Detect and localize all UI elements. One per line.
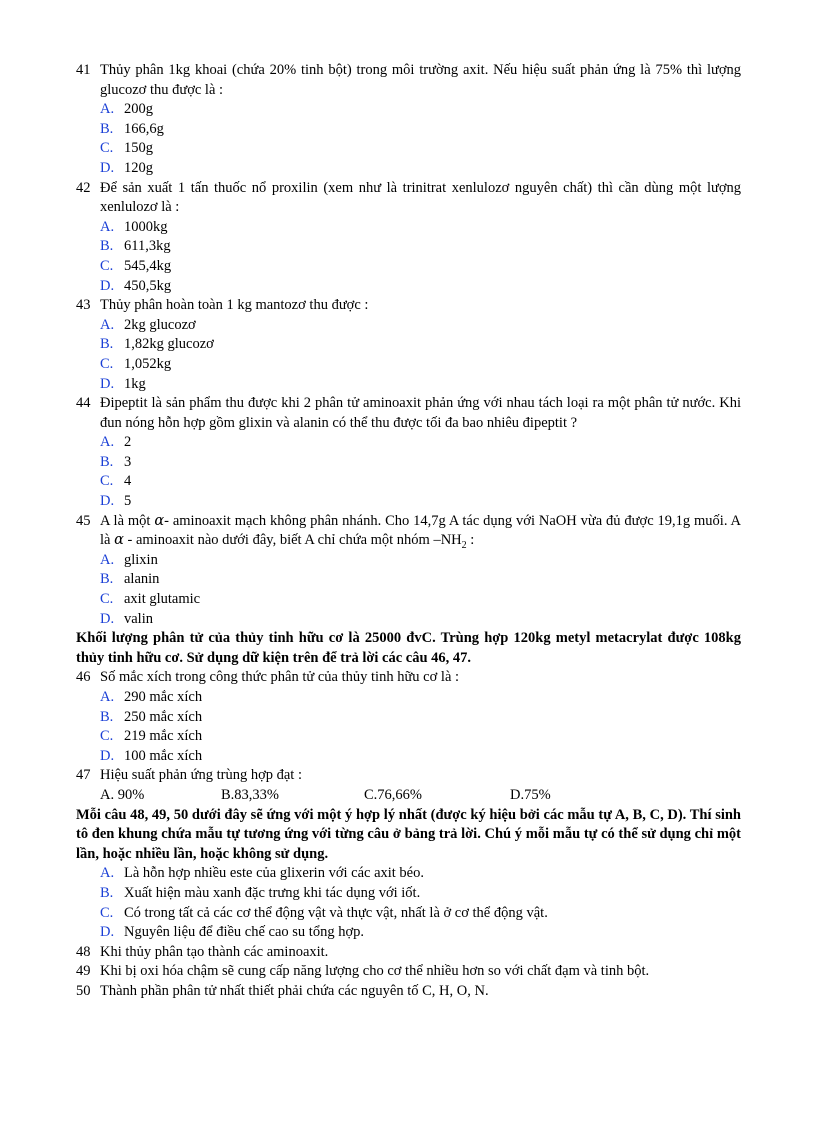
- question-text: Để sản xuất 1 tấn thuốc nổ proxilin (xem như là trinitrat xenlulozơ nguyên chất) thì cần dùng một lượng xenlulozơ là :: [100, 179, 741, 216]
- question-text-part: A là một: [100, 512, 155, 529]
- section-intro-48-50: Mỗi câu 48, 49, 50 dưới đây sẽ ứng với một ý hợp lý nhất (được ký hiệu bởi các mẫu tự A, B, C, D). Thí sinh tô đen khung chứa mẫu tự tương ứng với từng câu ở bảng trả lời. Chú ý mỗi mẫu tự có thể sử dụng chỉ một lần, hoặc nhiều lần, hoặc không sử dụng.: [76, 806, 741, 862]
- question-42: [76, 179, 741, 218]
- question-text: [100, 512, 741, 551]
- question-text: Thành phần phân tử nhất thiết phải chứa các nguyên tố C, H, O, N.: [100, 982, 489, 999]
- option-letter: D.: [100, 493, 115, 510]
- option-letter: B.: [100, 571, 114, 588]
- option-letter: C.: [100, 140, 114, 157]
- option-b: [76, 335, 741, 355]
- question-number: 49: [76, 963, 91, 980]
- option-text: 120g: [124, 159, 153, 176]
- question-48: [76, 943, 741, 963]
- option-text: 2kg glucozơ: [124, 316, 196, 333]
- option-letter: C.: [100, 355, 114, 372]
- question-text: Số mắc xích trong công thức phân tử của thủy tinh hữu cơ là :: [100, 669, 460, 686]
- option-b: [76, 570, 741, 590]
- option-text: axit glutamic: [124, 591, 201, 608]
- option-text: 166,6g: [124, 120, 164, 137]
- option-text: 1000kg: [124, 218, 168, 235]
- question-number: 41: [76, 62, 91, 78]
- option-a: [76, 688, 741, 708]
- question-number: 47: [76, 767, 91, 784]
- options-row: [76, 786, 741, 806]
- option-d: [76, 159, 741, 179]
- option-text: 1,052kg: [124, 355, 172, 372]
- question-49: [76, 962, 741, 982]
- option-c: [76, 727, 741, 747]
- option-letter: A.: [100, 689, 115, 705]
- question-text: Đipeptit là sản phẩm thu được khi 2 phân tử aminoaxit phản ứng với nhau tách loại ra một phân tử nước. Khi đun nóng hỗn hợp gồm glixin và alanin có thể thu được tối đa bao nhiêu đipeptit ?: [100, 395, 741, 431]
- option-text: 4: [124, 473, 132, 490]
- option-letter: B.: [100, 884, 114, 901]
- option-letter: C.: [100, 591, 114, 608]
- question-text-part: - aminoaxit nào dưới đây, biết A chỉ chứa một nhóm –NH: [123, 532, 462, 549]
- question-text: Thủy phân 1kg khoai (chứa 20% tinh bột) trong môi trường axit. Nếu hiệu suất phản ứng là 75% thì lượng glucozơ thu được là :: [100, 62, 741, 98]
- option-a: [76, 218, 741, 238]
- question-45: [76, 512, 741, 551]
- option-letter: C.: [100, 257, 114, 274]
- option-letter: C.: [100, 728, 114, 745]
- option-b: [76, 120, 741, 140]
- option-c: [76, 139, 741, 159]
- option-text: Xuất hiện màu xanh đặc trưng khi tác dụng với iốt.: [124, 884, 421, 901]
- match-option-a: [76, 864, 741, 884]
- match-option-b: [76, 884, 741, 904]
- question-text: Hiệu suất phản ứng trùng hợp đạt :: [100, 767, 302, 784]
- option-c: [76, 257, 741, 277]
- question-44: [76, 394, 741, 433]
- option-d: [76, 747, 741, 767]
- option-b: B.83,33%: [221, 786, 279, 803]
- option-letter: C.: [100, 904, 114, 921]
- question-text: Khi thủy phân tạo thành các aminoaxit.: [100, 943, 329, 960]
- option-letter: B.: [100, 336, 114, 353]
- option-text: alanin: [124, 571, 160, 588]
- option-text: 290 mắc xích: [124, 689, 203, 705]
- question-text: Khi bị oxi hóa chậm sẽ cung cấp năng lượng cho cơ thể nhiều hơn so với chất đạm và tinh bột.: [100, 963, 650, 980]
- option-letter: D.: [100, 610, 115, 627]
- option-a: [76, 551, 741, 571]
- option-letter: B.: [100, 120, 114, 137]
- option-d: [76, 610, 741, 630]
- question-43: [76, 296, 741, 316]
- option-text: Có trong tất cả các cơ thể động vật và thực vật, nhất là ở cơ thể động vật.: [124, 904, 548, 921]
- option-c: [76, 355, 741, 375]
- option-text: 219 mắc xích: [124, 728, 203, 745]
- option-a: [76, 433, 741, 453]
- question-list: [76, 61, 741, 1002]
- option-c: [76, 472, 741, 492]
- question-number: 48: [76, 943, 91, 960]
- option-text: 200g: [124, 101, 153, 118]
- option-text: 545,4kg: [124, 257, 172, 274]
- option-text: 100 mắc xích: [124, 747, 203, 764]
- option-text: 611,3kg: [124, 238, 171, 255]
- option-d: [76, 375, 741, 395]
- option-text: 5: [124, 493, 132, 510]
- option-b: [76, 237, 741, 257]
- option-a: [76, 316, 741, 336]
- option-letter: A.: [100, 316, 115, 333]
- option-b: [76, 453, 741, 473]
- question-number: 45: [76, 512, 91, 529]
- question-number: 42: [76, 179, 91, 196]
- option-text: Nguyên liệu để điều chế cao su tổng hợp.: [124, 924, 365, 941]
- match-option-d: [76, 923, 741, 943]
- question-text: Thủy phân hoàn toàn 1 kg mantozơ thu được :: [100, 297, 369, 314]
- question-number: 46: [76, 669, 91, 686]
- option-letter: C.: [100, 473, 114, 490]
- section-intro-46-47: Khối lượng phân tử của thủy tinh hữu cơ là 25000 đvC. Trùng hợp 120kg metyl metacrylat được 108kg thủy tinh hữu cơ. Sử dụng dữ kiện trên để trả lời các câu 46, 47.: [76, 630, 741, 666]
- option-text: Là hỗn hợp nhiều este của glixerin với các axit béo.: [124, 865, 424, 882]
- match-option-c: [76, 904, 741, 924]
- option-text: 150g: [124, 140, 153, 157]
- option-letter: D.: [100, 924, 115, 941]
- question-47: [76, 766, 741, 786]
- subscript: 2: [461, 540, 467, 552]
- option-letter: D.: [100, 375, 115, 392]
- option-letter: A.: [100, 865, 115, 882]
- option-text: valin: [124, 610, 153, 627]
- option-letter: B.: [100, 708, 114, 725]
- question-50: [76, 982, 741, 1002]
- option-letter: A.: [100, 551, 115, 568]
- option-a: A. 90%: [100, 786, 145, 803]
- option-text: 2: [124, 434, 132, 451]
- option-text: 1,82kg glucozơ: [124, 336, 214, 353]
- option-letter: D.: [100, 159, 115, 176]
- option-letter: A.: [100, 218, 115, 235]
- question-number: 50: [76, 982, 91, 999]
- option-d: [76, 492, 741, 512]
- alpha-symbol: α: [154, 512, 165, 529]
- question-46: [76, 668, 741, 688]
- option-letter: B.: [100, 453, 114, 470]
- option-letter: D.: [100, 747, 115, 764]
- option-text: 450,5kg: [124, 277, 172, 294]
- option-letter: A.: [100, 101, 115, 118]
- question-text-part: - aminoaxit mạch không phân nhánh. Cho 14,7g A tác dụng với NaOH vừa đủ được 19,1g muối. A là: [100, 512, 741, 549]
- option-b: [76, 708, 741, 728]
- option-text: 250 mắc xích: [124, 708, 203, 725]
- option-d: [76, 277, 741, 297]
- option-text: glixin: [124, 551, 158, 568]
- option-text: 1kg: [124, 375, 146, 392]
- question-number: 44: [76, 395, 91, 412]
- option-d: D.75%: [510, 786, 551, 803]
- option-c: C.76,66%: [364, 786, 422, 803]
- option-letter: D.: [100, 277, 115, 294]
- option-a: [76, 100, 741, 120]
- question-number: 43: [76, 297, 91, 314]
- option-c: [76, 590, 741, 610]
- alpha-symbol: α: [114, 532, 124, 549]
- option-text: 3: [124, 453, 132, 470]
- question-text-part: :: [466, 532, 475, 549]
- question-41: [76, 61, 741, 100]
- option-letter: B.: [100, 238, 114, 255]
- option-letter: A.: [100, 434, 115, 451]
